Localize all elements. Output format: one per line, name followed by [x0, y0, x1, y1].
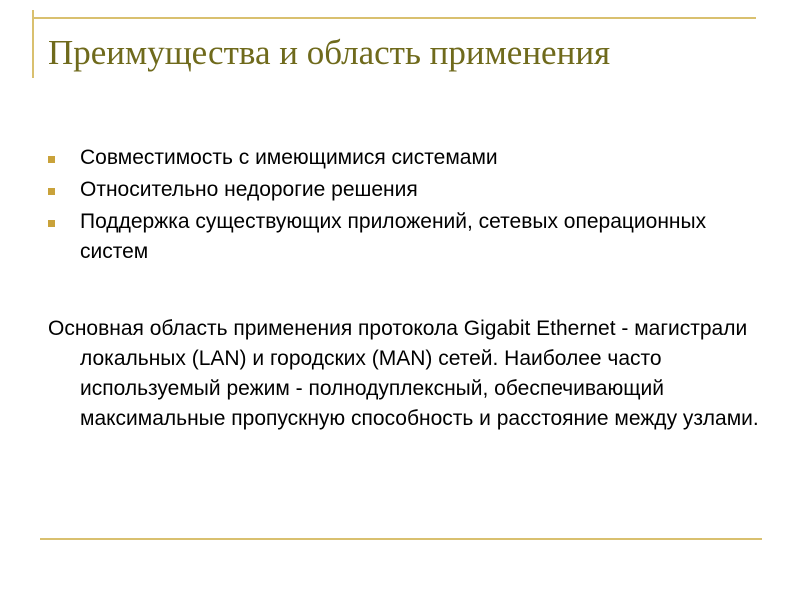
square-bullet-icon	[48, 220, 55, 227]
bullet-item	[48, 143, 748, 173]
slide-title: Преимущества и область применения	[48, 33, 611, 72]
bullet-text: Поддержка существующих приложений, сетевых операционных систем	[80, 210, 707, 263]
bullet-item	[48, 207, 748, 267]
bullet-text: Относительно недорогие решения	[80, 178, 418, 201]
decorative-vertical-line	[32, 10, 34, 78]
decorative-top-line	[32, 17, 756, 19]
decorative-bottom-line	[40, 538, 762, 540]
body-paragraph: Основная область применения протокола Gigabit Ethernet - магистрали локальных (LAN) и городских (MAN) сетей. Наиболее часто используемый режим - полнодуплексный, обеспечивающий максимальные пропускную способность и расстояние между узлами.	[48, 317, 759, 430]
bullet-text: Совместимость с имеющимися системами	[80, 146, 498, 169]
bullet-item	[48, 175, 748, 205]
square-bullet-icon	[48, 156, 55, 163]
bullet-list	[48, 143, 748, 269]
square-bullet-icon	[48, 188, 55, 195]
